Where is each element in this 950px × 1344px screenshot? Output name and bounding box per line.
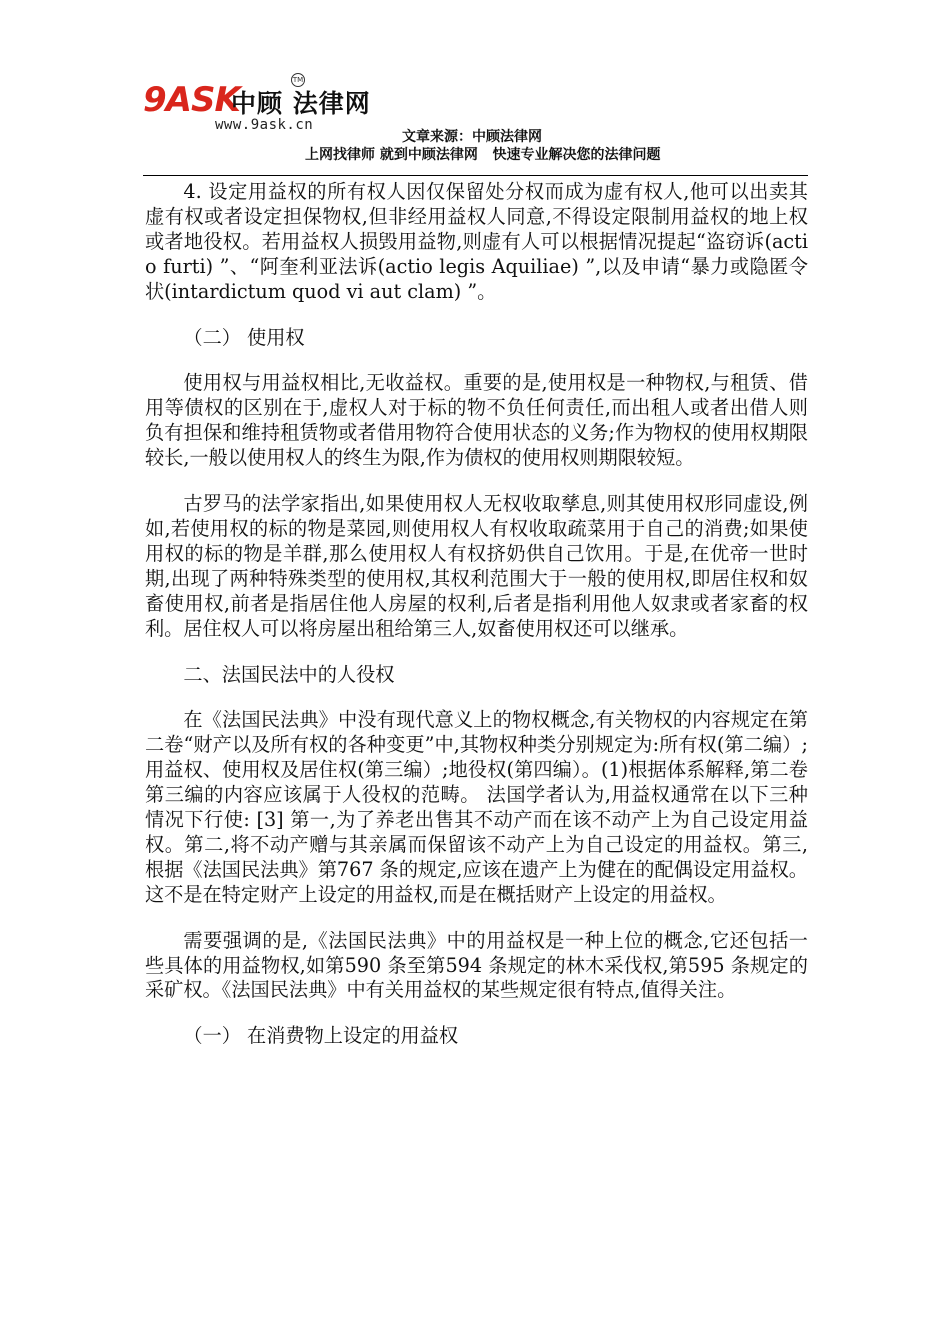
section-heading-consumables: （一） 在消费物上设定的用益权 (183, 1024, 459, 1048)
section-heading-right-of-use: （二） 使用权 (183, 325, 305, 349)
page-header (0, 0, 950, 180)
logo-ask-wordmark: 9ASK (143, 80, 240, 120)
paragraph-french-civil-code: 在《法国民法典》中没有现代意义上的物权概念,有关物权的内容规定在第二卷“财产以及所有权的各种变更”中,其物权种类分别规定为:所有权(第二编）;用益权、使用权及居住权(第三编）;地役权(第四编）。(1)根据体系解释,第二卷第三编的内容应该属于人役权的范畴。 法国学者认为,用益权通常在以下三种情况下行使: [3] 第一,为了养老出售其不动产而在该不动产上为自己设定用益权。第二,将不动产赠与其亲属而保留该不动产上为自己设定的用益权。第三,根据《法国民法典》第767 条的规定,应该在遗产上为健在的配偶设定用益权。这不是在特定财产上设定的用益权,而是在概括财产上设定的用益权。 (145, 708, 808, 906)
header-divider (143, 175, 808, 176)
paragraph-usufruct-concept: 需要强调的是,《法国民法典》中的用益权是一种上位的概念,它还包括一些具体的用益物权,如第590 条至第594 条规定的林木采伐权,第595 条规定的采矿权。《法国民法典》中有关用益权的某些规定很有特点,值得关注。 (145, 928, 808, 1002)
site-logo[interactable] (143, 76, 388, 136)
logo-site-name: 中顾 法律网 (231, 89, 371, 118)
paragraph-usufruct-bare-owner: 4. 设定用益权的所有权人因仅保留处分权而成为虚有权人,他可以出卖其虚有权或者设定担保物权,但非经用益权人同意,不得设定限制用益权的地上权或者地役权。若用益权人损毁用益物,则虚有人可以根据情况提起“盗窃诉(actio furti) ”、“阿奎利亚法诉(actio legis Aquiliae) ”,以及申请“暴力或隐匿令状(intardictum quod vi aut clam) ”。 (145, 180, 808, 303)
paragraph-roman-jurists: 古罗马的法学家指出,如果使用权人无权收取孳息,则其使用权形同虚设,例如,若使用权的标的物是菜园,则使用权人有权收取疏菜用于自己的消费;如果使用权的标的物是羊群,那么使用权人有权挤奶供自己饮用。于是,在优帝一世时期,出现了两种特殊类型的使用权,其权利范围大于一般的使用权,即居住权和奴畜使用权,前者是指居住他人房屋的权利,后者是指利用他人奴隶或者家畜的权利。居住权人可以将房屋出租给第三人,奴畜使用权还可以继承。 (145, 492, 808, 640)
section-heading-french-law: 二、法国民法中的人役权 (183, 662, 395, 686)
site-tagline: 上网找律师 就到中顾法律网 快速专业解决您的法律问题 (305, 147, 661, 163)
trademark-icon: TM (291, 73, 305, 87)
logo-url: www.9ask.cn (215, 117, 314, 133)
article-source: 文章来源：中顾法律网 (402, 129, 542, 145)
paragraph-right-of-use: 使用权与用益权相比,无收益权。重要的是,使用权是一种物权,与租赁、借用等债权的区别在于,虚权人对于标的物不负任何责任,而出租人或者出借人则负有担保和维持租赁物或者借用物符合使用状态的义务;作为物权的使用权期限较长,一般以使用权人的终生为限,作为债权的使用权则期限较短。 (145, 371, 808, 470)
article-body (145, 180, 808, 1049)
